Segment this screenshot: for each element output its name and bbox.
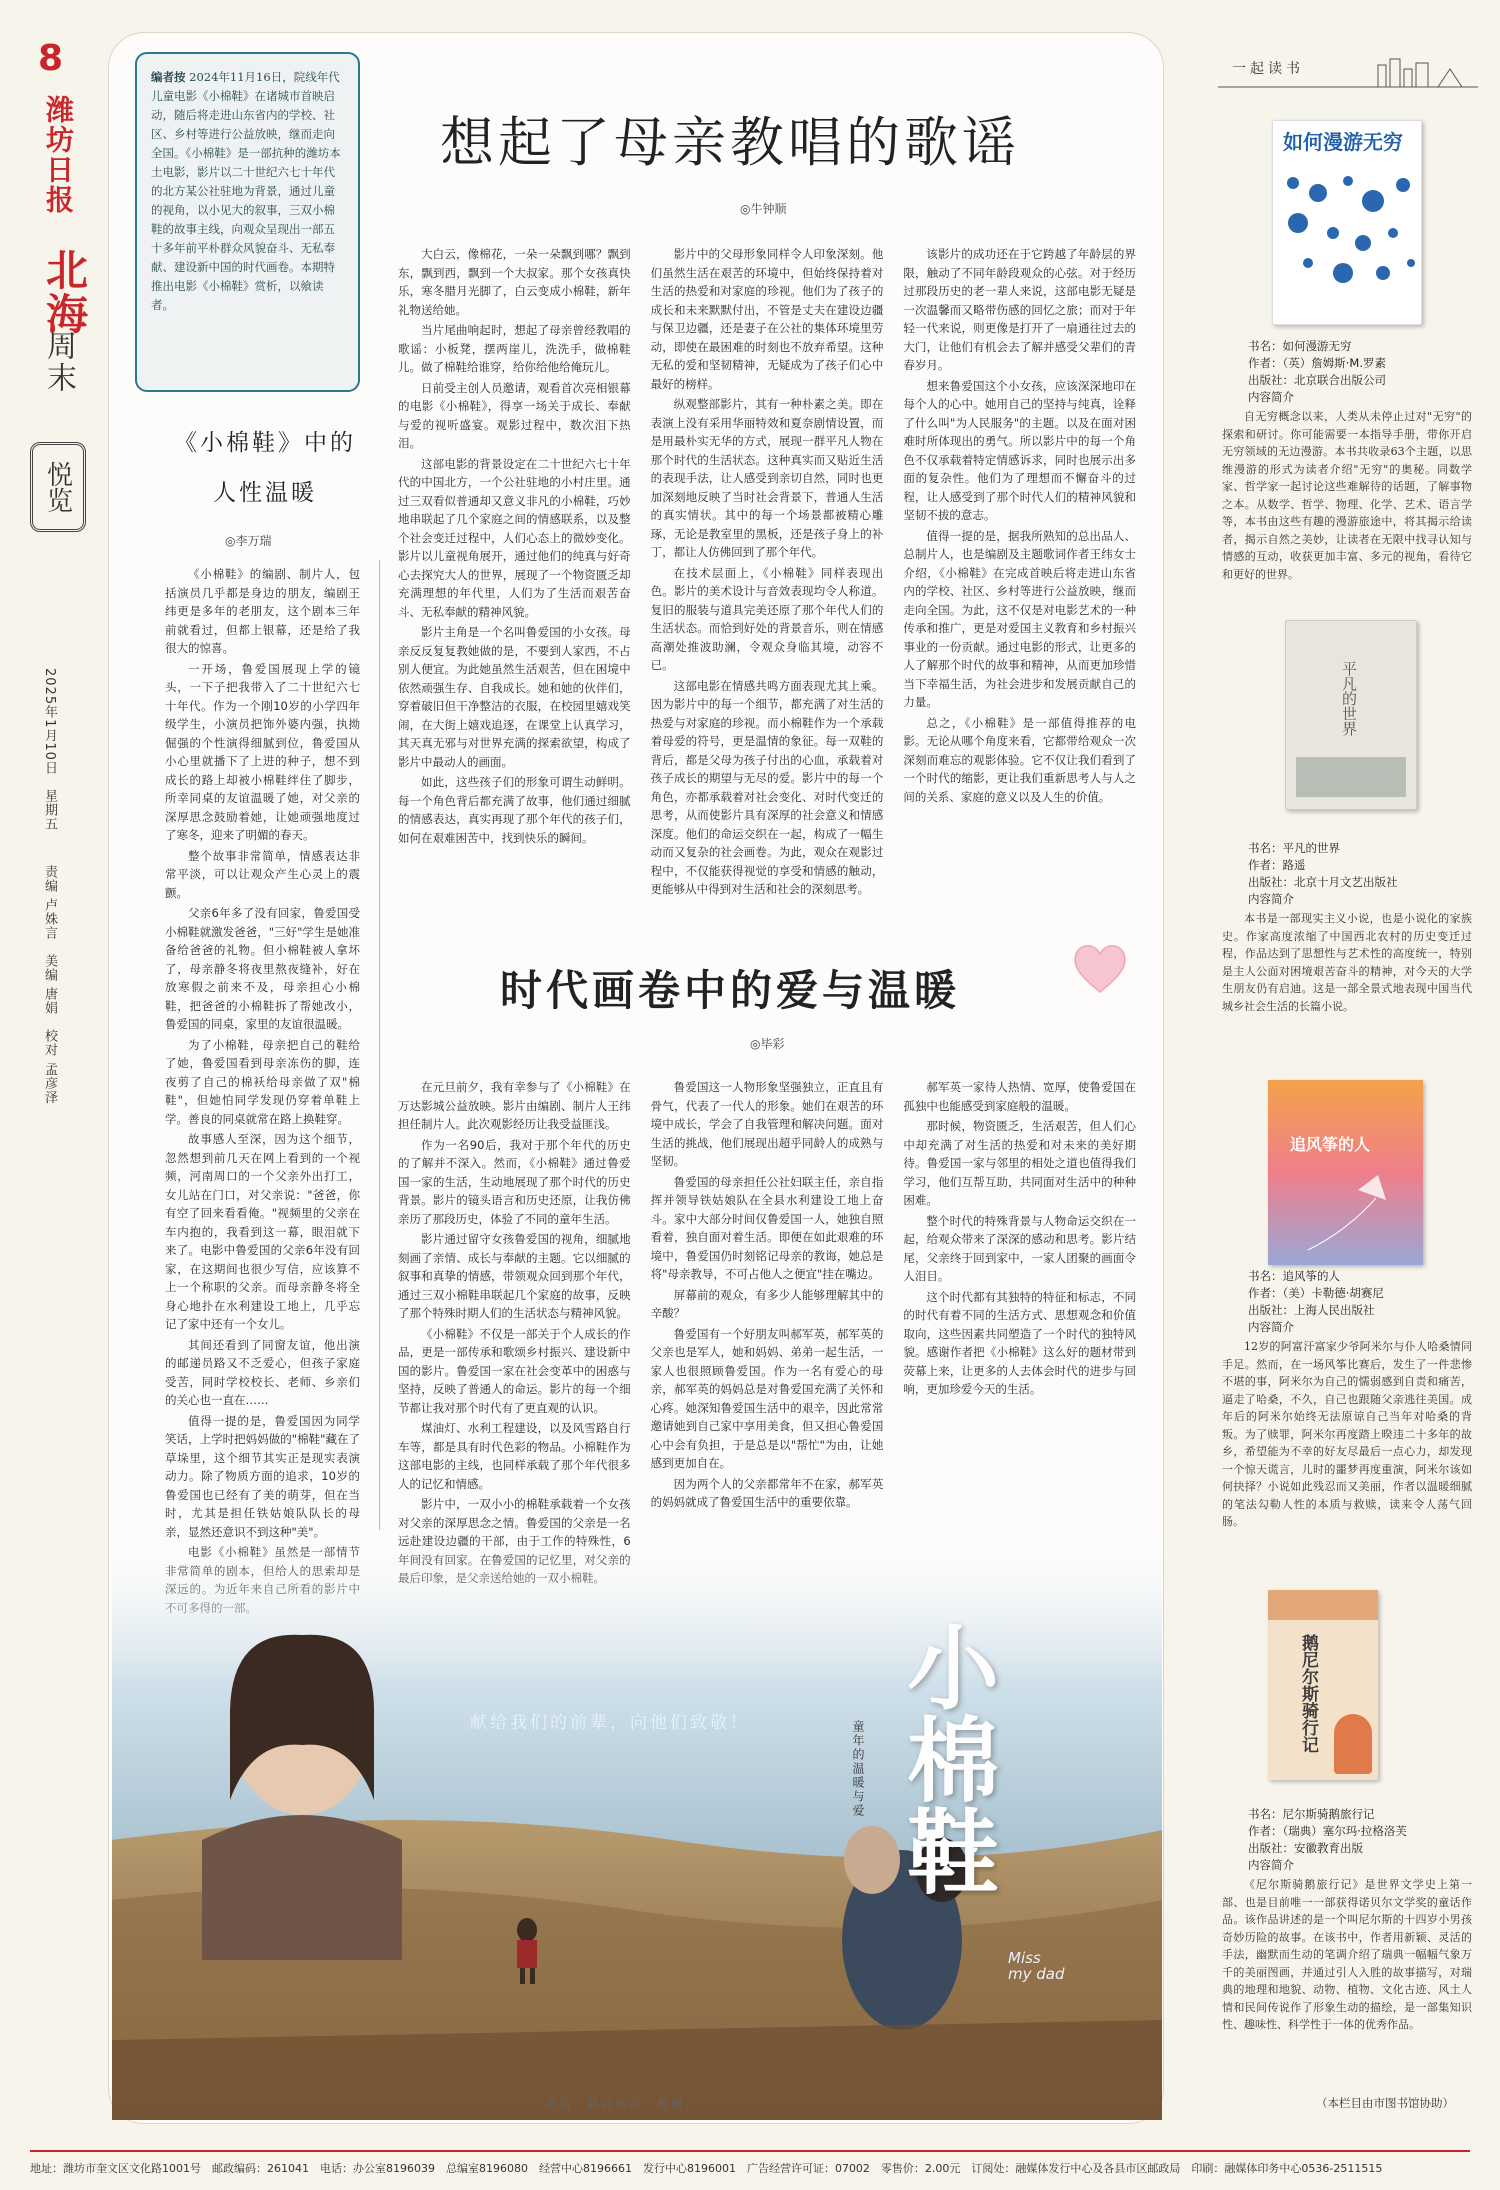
paragraph: 当片尾曲响起时，想起了母亲曾经教唱的歌谣：小板凳，摆两崖儿，洗洗手，做棉鞋儿。做了棉鞋给谁穿，给你给他给俺玩儿。 <box>398 323 631 374</box>
article2-col-3 <box>903 1078 1136 1538</box>
paragraph: 该影片的成功还在于它跨越了年龄层的界限，触动了不同年龄段观众的心弦。对于经历过那段历史的老一辈人来说，这部电影无疑是一次温馨而又略带伤感的回忆之旅；而对于年轻一代来说，则更像是打开了一扇通往过去的大门，让他们有机会去了解并感受父辈们的青春岁月。 <box>903 247 1137 372</box>
paragraph: 影片主角是一个名叫鲁爱国的小女孩。母亲反反复复教她做的是，不要到人家西，不占别人便宜。为此她虽然生活艰苦，但在困境中依然顽强生存、自我成长。她和她的伙伴们，穿着破旧但干净整洁的衣服，在校园里嬉戏笑闹，在大街上嬉戏追逐，在课堂上认真学习，其天真无邪与对世界充满的探索欲望，构成了影片中最动人的画面。 <box>398 625 631 769</box>
supplement-weekend: 周末 <box>41 330 76 394</box>
book-2-intro: 本书是一部现实主义小说，也是小说化的家族史。作家高度浓缩了中国西北农村的历史变迁过程，作品达到了思想性与艺术性的高度统一，特别是主人公面对困境艰苦奋斗的精神，对今天的大学生朋友仍有启迪。这是一部全景式地表现中国当代城乡社会生活的长篇小说。 <box>1222 912 1472 1013</box>
book-info-1 <box>1248 338 1478 406</box>
paragraph: 这部电影在情感共鸣方面表现尤其上乘。因为影片中的每一个细节，都充满了对生活的热爱与对家庭的珍视。而小棉鞋作为一个承载着母爱的符号，更是温情的象征。每一双鞋的背后，都是父母为孩子付出的心血，承载着对孩子成长的期望与无尽的爱。影片中的每一个角色，亦都承载着对社会变化、对时代变迁的思考，从而使影片具有深厚的社会意义和情感深度。他们的命运交织在一起，构成了一幅生动而又复杂的社会画卷。为此，观众在观影过程中，不仅能获得视觉的享受和情感的触动，更能够从中得到对生活和社会的深刻思考。 <box>650 678 884 896</box>
article2-col-1 <box>398 1078 631 1538</box>
poster-tagline: 童年的温暖与爱 <box>851 1720 865 1818</box>
paragraph: 值得一提的是，据我所熟知的总出品人、总制片人，也是编剧及主题歌词作者王纬女士介绍，《小棉鞋》在完成首映后将走进山东省内的学校、社区、乡村等进行公益放映，继而走向全国。为此，这不仅是对电影艺术的一种传承和推广，更是对爱国主义教育和乡村振兴事业的一份贡献。通过电影的形式，让更多的人了解那个时代的故事和精神，从而更加珍惜当下幸福生活，为社会进步和发展贡献自己的力量。 <box>903 528 1137 709</box>
book-1-intro: 自无穷概念以来，人类从未停止过对"无穷"的探索和研讨。你可能需要一本指导手册，带你开启无穷领域的无边漫游。本书共收录63个主题，以思维漫游的形式为读者介绍"无穷"的奥秘。同数学家、哲学家一起讨论这些难解待的话题，了解事物之本。从数学、哲学、物理、化学、艺术、语言学等，本书由这些有趣的漫游旅途中，将其揭示给读者，揭示自然之美妙，让读者在无限中找寻认知与情感的互动，收获更加丰富、多元的视角，看待它和更好的世界。 <box>1222 410 1472 581</box>
paragraph: 这个时代都有其独特的特征和标志，不同的时代有着不同的生活方式、思想观念和价值取向，这些因素共同塑造了一个时代的独特风貌。感谢作者把《小棉鞋》这么好的题材带到荧幕上来，让更多的人去体会时代的进步与回响，更加珍爱今天的生活。 <box>903 1289 1137 1396</box>
book-3-author: 作者：（美）卡勒德·胡赛尼 <box>1248 1286 1384 1300</box>
book-4-author: 作者：（瑞典）塞尔玛·拉格洛芙 <box>1248 1824 1407 1838</box>
poster-title: 小棉鞋 <box>892 1620 1000 1896</box>
paragraph: 那时候，物资匮乏，生活艰苦，但人们心中却充满了对生活的热爱和对未来的美好期待。鲁爱国一家与邻里的相处之道也值得我们学习，他们互帮互助，共同面对生活中的种种困难。 <box>903 1119 1137 1207</box>
book-4-publisher: 出版社：安徽教育出版 <box>1248 1841 1363 1855</box>
book-info-3 <box>1248 1268 1478 1336</box>
article2-byline: ◎毕彩 <box>750 1037 785 1051</box>
paragraph: 大白云，像棉花，一朵一朵飘到哪？飘到东，飘到西，飘到一个大叔家。那个女孩真快乐，寒冬腊月光脚了，白云变成小棉鞋，新年礼物送给她。 <box>398 247 631 317</box>
book-3-publisher: 出版社：上海人民出版社 <box>1248 1303 1375 1317</box>
book-3-intro-label: 内容简介 <box>1248 1320 1294 1334</box>
paragraph: 鲁爱国的母亲担任公社妇联主任，亲自指挥并领导铁姑娘队在全县水利建设工地上奋斗。家中大部分时间仅鲁爱国一人，她独自照看着，独自面对着生活。即便在如此艰难的环境中，鲁爱国仍时刻铭记母亲的教诲，她总是将"母亲教导，不可占他人之便宜"挂在嘴边。 <box>650 1174 884 1281</box>
article1-col-3 <box>903 245 1136 905</box>
paragraph: 影片中，一双小小的棉鞋承载着一个女孩对父亲的深厚思念之情。鲁爱国的父亲是一名 <box>398 1497 631 1530</box>
paragraph: 值得一提的是，鲁爱国因为同学笑话，上学时把妈妈做的"棉鞋"藏在了草垛里，这个细节其实正是现实表演动力。除了物质方面的追求，10岁的鲁爱国也已经有了美的萌芽，但在当时，尤其是担任铁姑娘队队长的母亲，显然还意识不到这种"美"。 <box>165 1413 360 1539</box>
editor-note-lead: 编者按 <box>151 70 186 84</box>
paragraph: 总之，《小棉鞋》是一部值得推荐的电影。无论从哪个角度来看，它都带给观众一次深刻而难忘的观影体验。它不仅让我们看到了一个时代的缩影，更让我们重新思考人与人之间的关系、家庭的意义以及人生的价值。 <box>903 715 1137 804</box>
paragraph: 屏幕前的观众，有多少人能够理解其中的辛酸？ <box>650 1287 884 1320</box>
paragraph: 整个故事非常简单，情感表达非常平淡，可以让观众产生心灵上的震颤。 <box>165 848 360 900</box>
book-3-title: 书名：追风筝的人 <box>1248 1269 1340 1283</box>
book-info-2 <box>1248 840 1478 908</box>
column-credit-note: （本栏目由市图书馆协助） <box>1316 2096 1454 2110</box>
sidebar-article-title <box>150 418 380 518</box>
column-divider <box>379 560 380 1530</box>
article1-body <box>398 245 1136 905</box>
paragraph: 因为两个人的父亲都常年不在家，郝军英的妈妈就成了鲁爱国生活中的重要依靠。 <box>650 1476 884 1509</box>
supplement-name: 北海 <box>40 248 89 336</box>
poster-english-title: Miss my dad <box>1008 1949 1065 1983</box>
page-number: 8 <box>38 38 64 79</box>
paragraph: 整个时代的特殊背景与人物命运交织在一起，给观众带来了深深的感动和思考。影片结尾，父亲终于回到家中，一家人团聚的画面令人泪目。 <box>903 1213 1137 1283</box>
paragraph: 日前受主创人员邀请，观看首次亮相银幕的电影《小棉鞋》，得享一场关于成长、奉献与爱的视听盛宴。观影过程中，数次泪下热泪。 <box>398 380 631 450</box>
sidebar-title-line1: 《小棉鞋》中的 <box>174 430 356 456</box>
paragraph: 一开场，鲁爱国展现上学的镜头，一下子把我带入了二十世纪六七十年代。作为一个刚10岁的小学四年级学生，小演员把饰外婆内强，执拗倔强的个性演得细腻到位，鲁爱国从小心里就播下了上进的种子，想不到成长的路上却被小棉鞋绊住了脚步，所幸同桌的友谊温暖了她，对父亲的深厚思念鼓励着她，让她顽强地度过了寒冬，迎来了明媚的春天。 <box>165 661 360 842</box>
book-cover-1-title: 如何漫游无穷 <box>1283 130 1403 154</box>
paragraph: 作为一名90后，我对于那个年代的历史的了解并不深入。然而，《小棉鞋》通过鲁爱国一家的生活，生动地展现了那个时代的历史背景。影片的镜头语言和历史还原，让我仿佛亲历了那段历史，体验了不同的童年生活。 <box>398 1137 631 1226</box>
article2-title: 时代画卷中的爱与温暖 <box>500 966 961 1015</box>
paragraph: 影片通过留守女孩鲁爱国的视角，细腻地刻画了亲情、成长与奉献的主题。它以细腻的叙事和真挚的情感，带领观众回到那个年代，通过三双小棉鞋串联起几个家庭的故事，反映了那个特殊时期人们的生活状态与精神风貌。 <box>398 1232 631 1320</box>
book-1-intro-label: 内容简介 <box>1248 390 1294 404</box>
paragraph: 这部电影的背景设定在二十世纪六七十年代的中国北方，一个公社驻地的小村庄里。通过三双看似普通却又意义非凡的小棉鞋，巧妙地串联起了几个家庭之间的情感联系，以及整个社会变迁过程中，人们心态上的微妙变化。影片以儿童视角展开，通过他们的纯真与好奇心去探究大人的世界，展现了一个物资匮乏却充满理想的年代里，人们为了生活而艰苦奋斗、无私奉献的精神风貌。 <box>398 456 631 619</box>
editor-note-text: 2024年11月16日，院线年代儿童电影《小棉鞋》在诸城市首映启动，随后将走进山东省内的学校、社区、乡村等进行公益放映，继而走向全国。《小棉鞋》是一部抗种的潍坊本土电影，影片以二十世纪六七十年代的北方某公社驻地为背景，通过儿童的视角，以小见大的叙事，三双小棉鞋的故事主线，向观众呈现出一部五十多年前平朴群众风貌奋斗、无私奉献、建设新中国的时代画卷。本期特推出电影《小棉鞋》赏析，以飨读者。 <box>151 70 341 312</box>
paragraph: 纵观整部影片，其有一种朴素之美。即在表演上没有采用华丽特效和夏奈剧情设置，而是用最朴实无华的方式，展现一群平凡人物在那个时代的生活状态。这种真实而又贴近生活的表现手法，让人感受到亲切自然，同时也更加深刻地反映了当时社会背景下，普通人生活的真实情状。其中的每一个场景都被精心雕琢，无论是教室里的黑板，还是孩子身上的补丁，都让人仿佛回到了那个年代。 <box>650 397 884 559</box>
editor-note <box>135 52 360 392</box>
book-4-intro-label: 内容简介 <box>1248 1858 1294 1872</box>
paragraph: 为了小棉鞋，母亲把自己的鞋给了她，鲁爱国看到母亲冻伤的脚，连夜剪了自己的棉袄给母亲做了双"棉鞋"，但她怕同学发现仍穿着单鞋上学。善良的同桌就常在路上换鞋穿。 <box>165 1037 360 1126</box>
paragraph: 煤油灯、水利工程建设，以及风雪路自行车等，都是具有时代色彩的物品。小棉鞋作为这部电影的主线，也同样承载了那个年代很多人的记忆和情感。 <box>398 1421 631 1491</box>
article2-col-2 <box>651 1078 884 1538</box>
paragraph: 影片中的父母形象同样令人印象深刻。他们虽然生活在艰苦的环境中，但始终保持着对生活的热爱和对家庭的珍视。他们为了孩子的成长和未来默默付出，不管是丈夫在建设边疆与保卫边疆，还是妻子在公社的集体环境里劳动，即使在最困难的时刻也不放弃希望。这种无私的爱和坚韧精神，无疑成为了孩子们心中最好的榜样。 <box>650 247 884 391</box>
book-cover-1 <box>1272 120 1422 325</box>
paragraph: 《小棉鞋》的编剧、制片人，包括演员几乎都是身边的朋友，编剧王纬更是多年的老朋友，这个剧本三年前就看过，但都上银幕，还是给了我很大的惊喜。 <box>165 567 360 655</box>
book-1-author: 作者：（英）詹姆斯·M.罗素 <box>1248 356 1386 370</box>
paragraph: 在技术层面上，《小棉鞋》同样表现出色。影片的美术设计与音效表现均令人称道。复旧的服装与道具完美还原了那个年代人们的生活状态。而恰到好处的背景音乐，则在情感高潮处推波助澜，令观众身临其境，动容不已。 <box>650 565 884 672</box>
sidebar-article-body <box>165 565 360 1539</box>
book-2-publisher: 出版社：北京十月文艺出版社 <box>1248 875 1398 889</box>
sidebar-title-line2: 人性温暖 <box>213 480 317 506</box>
paragraph: 如此，这些孩子们的形象可谓生动鲜明。每一个角色背后都充满了故事，他们通过细腻的情感表达，真实再现了那个年代的孩子们，如何在艰难困苦中，找到快乐的瞬间。 <box>398 775 631 845</box>
book-cover-4 <box>1268 1590 1378 1780</box>
book-4-title: 书名：尼尔斯骑鹅旅行记 <box>1248 1807 1375 1821</box>
heart-icon <box>1070 938 1130 998</box>
paragraph: 郝军英一家待人热情、宽厚，使鲁爱国在孤独中也能感受到家庭般的温暖。 <box>903 1080 1137 1113</box>
sidebar-article-byline: ◎李万瑞 <box>225 534 272 548</box>
article1-col-1 <box>398 245 631 905</box>
article1-byline: ◎牛钟顺 <box>740 202 787 216</box>
book-info-4 <box>1248 1806 1478 1874</box>
paragraph: 在元旦前夕，我有幸参与了《小棉鞋》在万达影城公益放映。影片由编剧、制片人王纬担任制片人。此次观影经历让我受益匪浅。 <box>398 1080 631 1131</box>
paragraph: 鲁爱国这一人物形象坚强独立，正直且有骨气，代表了一代人的形象。她们在艰苦的环境中成长，学会了自我管理和解决问题。面对生活的挑战，他们展现出超乎同龄人的成熟与坚韧。 <box>650 1080 884 1168</box>
book-cover-3-title: 追风筝的人 <box>1290 1135 1371 1154</box>
book-1-title: 书名：如何漫游无穷 <box>1248 339 1352 353</box>
book-cover-4-title: 鹅尼尔斯骑行记 <box>1298 1634 1318 1753</box>
section-name: 悦览 <box>30 442 86 532</box>
book-cover-2 <box>1285 620 1417 810</box>
paragraph: 《小棉鞋》不仅是一部关于个人成长的作品，更是一部传承和歌颂乡村振兴、建设新中国的影片。鲁爱国一家在社会变革中的困惑与坚持，反映了普通人的命运。影片的每一个细节都让我对那个时代有了更直观的认识。 <box>398 1326 631 1415</box>
paragraph: 鲁爱国有一个好朋友叫郝军英，郝军英的父亲也是军人，她和妈妈、弟弟一起生活，一家人也很照顾鲁爱国。作为一名有爱心的母亲，郝军英的妈妈总是对鲁爱国充满了关怀和心疼。她深知鲁爱国生活中的艰辛，因此常常邀请她到自己家中享用美食，但又担心鲁爱国心中会有负担，于是总是以"帮忙"为由，让她感到更加自在。 <box>650 1326 884 1470</box>
poster-credits: 出品 联合出品 摄制 <box>545 2097 685 2110</box>
book-2-author: 作者：路遥 <box>1248 858 1306 872</box>
book-4-intro: 《尼尔斯骑鹅旅行记》是世界文学史上第一部、也是目前唯一一部获得诺贝尔文学奖的童话作品。该作品讲述的是一个叫尼尔斯的十四岁小男孩奇妙历险的故事。在该书中，作者用新颖、灵活的手法，幽默而生动的笔调介绍了瑞典一幅幅气象万千的美丽图画，并通过引人入胜的故事描写，对瑞典的地理和地貌、动物、植物、文化古迹、风土人情和民间传说作了形象生动的描绘，是一部集知识性、趣味性、科学性于一体的优秀作品。 <box>1222 1878 1472 2031</box>
paragraph: 故事感人至深，因为这个细节，忽然想到前几天在网上看到的一个视频，河南周口的一个父亲外出打工，女儿站在门口，对父亲说："爸爸，你有空了回来看看俺。"视频里的父亲在车内抱的，我看到这一幕，眼泪就下来了。电影中鲁爱国的父亲6年没有回家，在这期间也很少写信，应该算不上一个称职的父亲。而母亲静冬将全身心地扑在水利建设工地上，几乎忘记了家中还有一个女儿。 <box>165 1132 360 1331</box>
article1-title: 想起了母亲教唱的歌谣 <box>440 111 1020 174</box>
poster-slogan: 献给我们的前辈，向他们致敬！ <box>470 1713 750 1733</box>
editor-credits: 责编 卢姝言 美编 唐娟 校对 孟彦泽 <box>42 865 57 1105</box>
paper-name: 潍坊日报 <box>42 95 75 215</box>
book-cover-3 <box>1268 1080 1423 1265</box>
paragraph: 父亲6年多了没有回家，鲁爱国受小棉鞋就激发爸爸，"三好"学生是她准备给爸爸的礼物。但小棉鞋被人拿坏了，母亲静冬将夜里熬夜缝补，好在放寒假之前来不及，母亲担心小棉鞋，把爸爸的小棉鞋拆了帮她改小，鲁爱国的同桌，家里的友谊很温暖。 <box>165 906 360 1031</box>
book-2-intro-label: 内容简介 <box>1248 892 1294 906</box>
book-2-title: 书名：平凡的世界 <box>1248 841 1340 855</box>
footer-info: 地址：潍坊市奎文区文化路1001号 邮政编码：261041 电话：办公室8196039 总编室8196080 经营中心8196661 发行中心8196001 广告经营许可证：07002 零售价：2.00元 订阅处：融媒体发行中心及各县市区邮政局 印刷：融媒体印务中心0536-2511515 <box>30 2150 1470 2176</box>
issue-date: 2025年1月10日 星期五 <box>42 668 57 831</box>
book-3-intro: 12岁的阿富汗富家少爷阿米尔与仆人哈桑情同手足。然而，在一场风筝比赛后，发生了一件悲惨不堪的事，阿米尔为自己的懦弱感到自责和痛苦，逼走了哈桑，不久，自己也跟随父亲逃往美国。成年后的阿米尔始终无法原谅自己当年对哈桑的背叛。为了赎罪，阿米尔再度踏上暌违二十多年的故乡，希望能为不幸的好友尽最后一点心力，却发现一个惊天谎言，儿时的噩梦再度重演，阿米尔该如何抉择？小说如此残忍而又美丽，作者以温暖细腻的笔法勾勒人性的本质与救赎，读来令人荡气回肠。 <box>1222 1340 1472 1528</box>
article1-col-2 <box>651 245 884 905</box>
article2-body <box>398 1078 1136 1538</box>
book-1-publisher: 出版社：北京联合出版公司 <box>1248 373 1386 387</box>
book-cover-2-title: 平凡的世界 <box>1340 661 1358 736</box>
paragraph: 想来鲁爱国这个小女孩，应该深深地印在每个人的心中。她用自己的坚持与纯真，诠释了什么叫"为人民服务"的主题。以及在面对困难时所体现出的勇气。所以影片中的每一个角色不仅承载着特定情感诉求，同时也展示出多面的复杂性。他们为了理想而不懈奋斗的过程，让人感受到了那个时代人们的精神风貌和坚韧不拔的意志。 <box>903 378 1137 522</box>
paragraph: 其间还看到了同窗友谊，他出演的邮递员路又不乏爱心，但孩子家庭受苦，同时学校校长、老师、乡亲们的关心也一直在…… <box>165 1337 360 1407</box>
reading-label: 一起读书 <box>1232 61 1304 77</box>
